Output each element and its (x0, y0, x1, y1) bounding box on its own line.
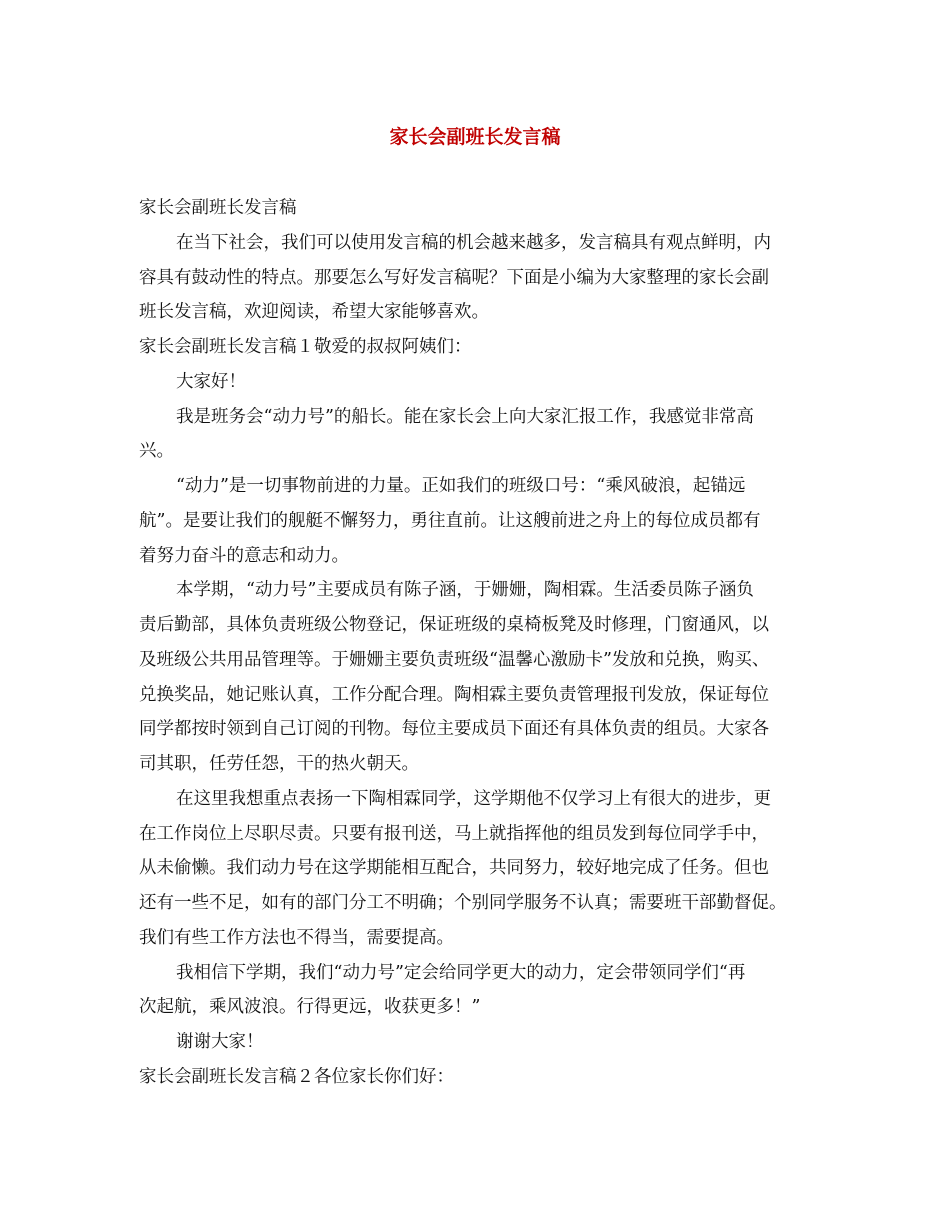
body-line: 航”。是要让我们的舰艇不懈努力，勇往直前。让这艘前进之舟上的每位成员都有 (139, 510, 761, 531)
body-line: 本学期，“动力号”主要成员有陈子涵，于姗姗，陶相霖。生活委员陈子涵负 (176, 580, 754, 601)
body-line: 责后勤部，具体负责班级公物登记，保证班级的桌椅板凳及时修理，门窗通风，以 (139, 615, 769, 635)
body-line: 在当下社会，我们可以使用发言稿的机会越来越多，发言稿具有观点鲜明，内 (176, 232, 771, 253)
body-line: 大家好！ (176, 371, 246, 392)
body-line: 班长发言稿，欢迎阅读，希望大家能够喜欢。 (139, 302, 489, 323)
document-title: 家长会副班长发言稿 (389, 126, 561, 148)
body-line: “动力”是一切事物前进的力量。正如我们的班级口号：“乘风破浪，起锚远 (176, 476, 746, 496)
body-line: 家长会副班长发言稿１敬爱的叔叔阿姨们： (139, 337, 472, 357)
body-line: 次起航，乘风波浪。行得更远，收获更多！” (139, 997, 481, 1018)
body-line: 谢谢大家！ (176, 1032, 264, 1052)
body-line: 容具有鼓动性的特点。那要怎么写好发言稿呢？下面是小编为大家整理的家长会副 (139, 267, 769, 288)
body-line: 着努力奋斗的意志和动力。 (139, 545, 349, 566)
body-line: 同学都按时领到自己订阅的刊物。每位主要成员下面还有具体负责的组员。大家各 (139, 719, 769, 740)
body-line: 兑换奖品，她记账认真，工作分配合理。陶相霖主要负责管理报刊发放，保证每位 (139, 684, 769, 705)
body-line: 从未偷懒。我们动力号在这学期能相互配合，共同努力，较好地完成了任务。但也 (139, 858, 769, 879)
body-line: 兴。 (139, 441, 174, 462)
body-line: 我是班务会“动力号”的船长。能在家长会上向大家汇报工作，我感觉非常高 (176, 406, 754, 427)
body-line: 我们有些工作方法也不得当，需要提高。 (139, 927, 454, 948)
body-line: 及班级公共用品管理等。于姗姗主要负责班级“温馨心激励卡”发放和兑换，购买、 (139, 649, 770, 670)
body-line: 在工作岗位上尽职尽责。只要有报刊送，马上就指挥他的组员发到每位同学手中， (139, 823, 769, 844)
body-line: 家长会副班长发言稿２各位家长你们好： (139, 1066, 454, 1087)
body-line: 还有一些不足，如有的部门分工不明确；个别同学服务不认真；需要班干部勤督促。 (139, 893, 787, 913)
body-line: 我相信下学期，我们“动力号”定会给同学更大的动力，定会带领同学们“再 (176, 962, 746, 983)
body-line: 司其职，任劳任怨，干的热火朝天。 (139, 754, 419, 774)
body-line: 在这里我想重点表扬一下陶相霖同学，这学期他不仅学习上有很大的进步，更 (176, 788, 771, 809)
body-line: 家长会副班长发言稿 (139, 198, 297, 218)
